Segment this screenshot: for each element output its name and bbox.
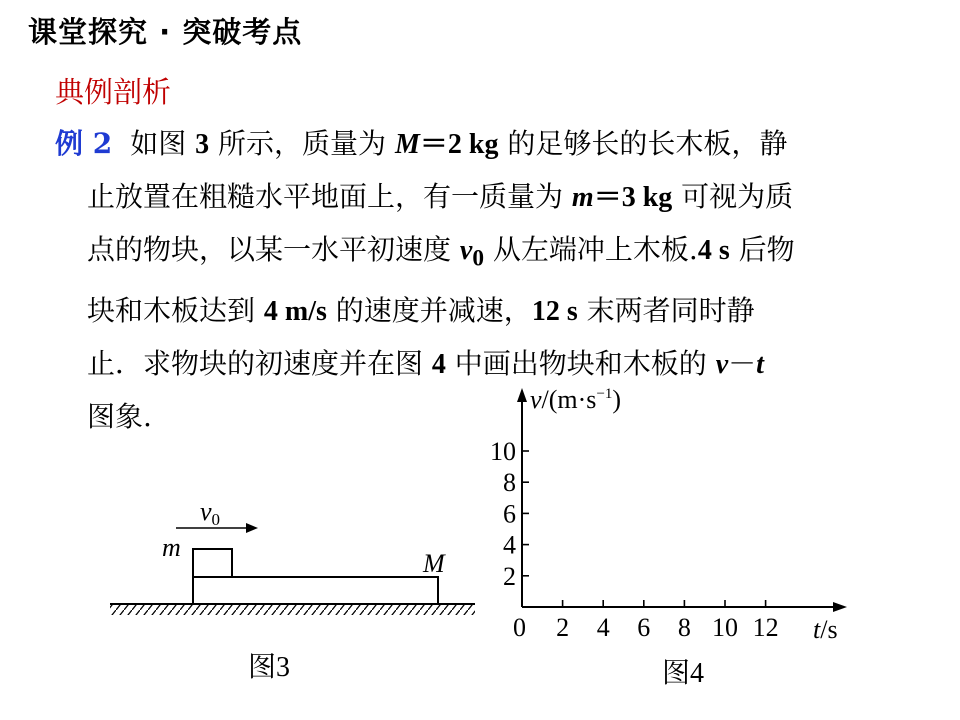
board-label: M: [423, 549, 445, 578]
y-ticks: [490, 437, 529, 591]
problem-line-5: 止．求物块的初速度并在图 4 中画出物块和木板的 v－t: [87, 346, 764, 380]
problem-line-4: 块和木板达到 4 m/s 的速度并减速，12 s 末两者同时静: [87, 293, 755, 327]
y-axis-arrowhead: [517, 388, 527, 402]
x-axis-label: t/s: [813, 615, 838, 644]
x-tick-label: 2: [556, 613, 570, 642]
y-tick-label: 4: [503, 530, 516, 560]
velocity-label: v0: [200, 497, 221, 529]
problem-line-3: 点的物块，以某一水平初速度 $v_0$ 从左端冲上木板.4 s 后物: [87, 233, 795, 272]
figure-3: [100, 490, 490, 705]
problem-label: 例 2: [55, 127, 113, 160]
problem-line-1: 例 2 如图 3 所示，质量为 M＝2 kg 的足够长的长木板，静: [55, 127, 788, 160]
figure-4: [470, 378, 870, 698]
block-label: m: [162, 533, 181, 562]
x-tick-label: 6: [637, 613, 651, 642]
ground-hatching: [110, 605, 475, 615]
y-tick-label: 10: [490, 437, 516, 466]
figure-4-caption: 图4: [662, 658, 705, 689]
x-axis-arrowhead: [833, 602, 847, 612]
x-tick-label: 12: [752, 613, 779, 642]
problem-line-2: 止放置在粗糙水平地面上，有一质量为 m＝3 kg 可视为质: [87, 180, 794, 213]
x-tick-label: 4: [596, 613, 610, 642]
figure-3-caption: 图3: [248, 652, 291, 683]
problem-line-6: 图象.: [87, 399, 152, 433]
y-tick-label: 8: [503, 468, 516, 498]
y-tick-label: 2: [503, 561, 516, 591]
x-tick-label: 10: [712, 613, 738, 642]
long-board: [193, 577, 438, 604]
page-header: 课堂探究 · 突破考点: [28, 15, 303, 49]
velocity-arrowhead: [246, 523, 258, 533]
y-axis-label: $v/(m\cdot s^{-1})$: [530, 385, 622, 414]
x-tick-label: 8: [677, 613, 691, 642]
section-title: 典例剖析: [55, 75, 172, 109]
origin-label: 0: [513, 613, 526, 642]
small-block: [193, 549, 232, 577]
y-tick-label: 6: [503, 499, 516, 529]
